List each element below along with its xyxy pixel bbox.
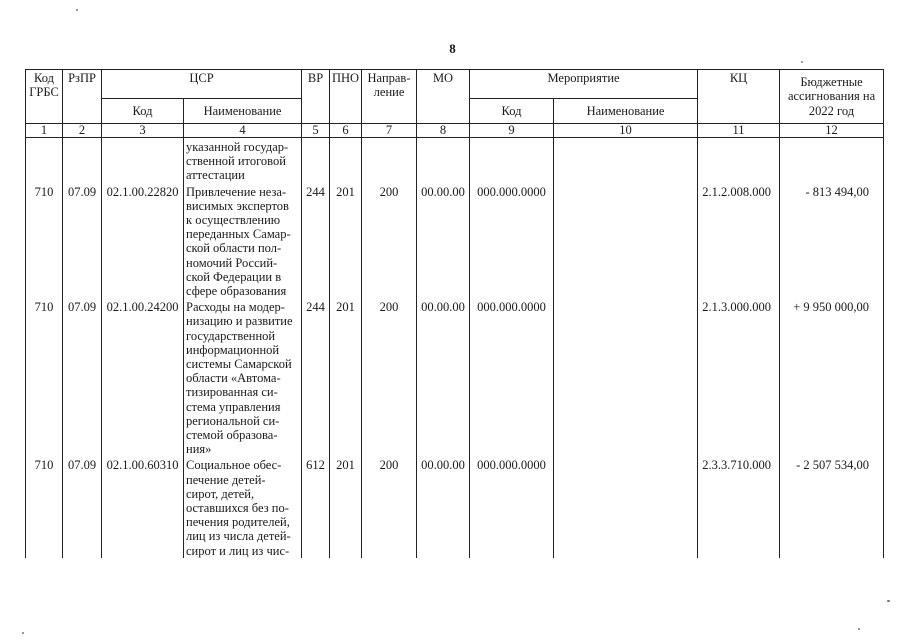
napr-cell: 200 xyxy=(362,298,417,456)
vr-cell: 612 xyxy=(302,456,330,557)
name-line: к осуществлению xyxy=(186,213,281,228)
column-number: 2 xyxy=(63,124,102,138)
rzpr-cell: 07.09 xyxy=(63,298,102,456)
name-line: указанной государ- xyxy=(186,140,289,154)
mer-name-cell xyxy=(554,298,698,456)
name-line: аттестации xyxy=(186,168,245,183)
name-line: ственной итоговой xyxy=(186,154,286,169)
header-csr-kod: Код xyxy=(102,99,184,124)
page-number: 8 xyxy=(449,41,456,56)
column-number: 12 xyxy=(780,124,884,138)
amount-cell: - 2 507 534,00 xyxy=(780,456,884,557)
header-csr: ЦСР xyxy=(102,70,302,99)
name-line: государственной xyxy=(186,328,276,343)
name-line: переданных Самар- xyxy=(186,227,291,242)
header-meropriyatie: Мероприятие xyxy=(470,70,698,99)
name-line: лиц из числа детей- xyxy=(186,529,291,544)
header-kod-grbs: Код ГРБС xyxy=(26,70,63,124)
name-line: сирот, детей, xyxy=(186,486,255,501)
vr-cell: 244 xyxy=(302,298,330,456)
table-row xyxy=(26,183,884,299)
napr-cell: 200 xyxy=(362,456,417,557)
mer-code-cell: 000.000.0000 xyxy=(470,298,554,456)
header-rzpr: РзПР xyxy=(63,70,102,124)
continuation-name xyxy=(184,138,302,183)
column-number: 10 xyxy=(554,124,698,138)
name-line: сфере образования xyxy=(186,284,287,299)
name-line: номочий Россий- xyxy=(186,255,278,270)
name-line: сирот и лиц из чис- xyxy=(186,543,290,558)
name-line: ния» xyxy=(186,442,212,457)
amount-cell: + 9 950 000,00 xyxy=(780,298,884,456)
name-line: стема управления xyxy=(186,399,281,414)
header-vr: ВР xyxy=(302,70,330,124)
header-napravlenie: Направ-ление xyxy=(362,70,417,124)
csr-name-cell xyxy=(184,298,302,456)
column-number: 1 xyxy=(26,124,63,138)
scan-speck xyxy=(22,632,24,634)
kc-cell: 2.3.3.710.000 xyxy=(698,456,780,557)
header-pno: ПНО xyxy=(330,70,362,124)
scan-speck xyxy=(887,600,890,602)
name-line: низацию и развитие xyxy=(186,314,293,329)
name-line: области «Автома- xyxy=(186,371,281,386)
name-line: ской Федерации в xyxy=(186,269,282,284)
csr-code-cell: 02.1.00.24200 xyxy=(102,298,184,456)
header-mer-naim: Наименование xyxy=(554,99,698,124)
name-line: Социальное обес- xyxy=(186,458,282,473)
mo-cell: 00.00.00 xyxy=(417,298,470,456)
pno-cell: 201 xyxy=(330,183,362,299)
rzpr-cell: 07.09 xyxy=(63,183,102,299)
header-csr-naim: Наименование xyxy=(184,99,302,124)
name-line: печение детей- xyxy=(186,472,266,487)
grbs-cell: 710 xyxy=(26,298,63,456)
name-line: стемой образова- xyxy=(186,428,278,443)
grbs-cell: 710 xyxy=(26,456,63,557)
header-mer-kod: Код xyxy=(470,99,554,124)
header-budget: Бюджетные ассигнования на 2022 год xyxy=(780,70,884,124)
header-mo: МО xyxy=(417,70,470,124)
column-number: 6 xyxy=(330,124,362,138)
name-line: системы Самарской xyxy=(186,357,292,372)
csr-code-cell: 02.1.00.22820 xyxy=(102,183,184,299)
mo-cell: 00.00.00 xyxy=(417,456,470,557)
amount-cell: - 813 494,00 xyxy=(780,183,884,299)
vr-cell: 244 xyxy=(302,183,330,299)
mer-name-cell xyxy=(554,456,698,557)
grbs-cell: 710 xyxy=(26,183,63,299)
name-line: Расходы на модер- xyxy=(186,300,285,315)
pno-cell: 201 xyxy=(330,456,362,557)
column-number: 8 xyxy=(417,124,470,138)
name-line: Привлечение неза- xyxy=(186,184,287,199)
kc-cell: 2.1.2.008.000 xyxy=(698,183,780,299)
mo-cell: 00.00.00 xyxy=(417,183,470,299)
name-line: висимых экспертов xyxy=(186,198,289,213)
csr-code-cell: 02.1.00.60310 xyxy=(102,456,184,557)
name-line: ской области пол- xyxy=(186,241,282,256)
column-number: 3 xyxy=(102,124,184,138)
column-number: 9 xyxy=(470,124,554,138)
scan-speck xyxy=(801,61,803,63)
name-line: информационной xyxy=(186,342,280,357)
budget-table xyxy=(25,69,884,558)
table-row xyxy=(26,456,884,557)
csr-name-cell xyxy=(184,456,302,557)
name-line: тизированная си- xyxy=(186,385,278,400)
kc-cell: 2.1.3.000.000 xyxy=(698,298,780,456)
column-number: 5 xyxy=(302,124,330,138)
column-number: 11 xyxy=(698,124,780,138)
scan-speck xyxy=(76,9,78,11)
rzpr-cell: 07.09 xyxy=(63,456,102,557)
scan-speck xyxy=(858,628,860,630)
name-line: печения родителей, xyxy=(186,515,290,530)
mer-code-cell: 000.000.0000 xyxy=(470,456,554,557)
pno-cell: 201 xyxy=(330,298,362,456)
name-line: оставшихся без по- xyxy=(186,501,289,516)
table-row xyxy=(26,298,884,456)
name-line: региональной си- xyxy=(186,413,280,428)
mer-code-cell: 000.000.0000 xyxy=(470,183,554,299)
column-number: 7 xyxy=(362,124,417,138)
csr-name-cell xyxy=(184,183,302,299)
napr-cell: 200 xyxy=(362,183,417,299)
column-number: 4 xyxy=(184,124,302,138)
header-kc: КЦ xyxy=(698,70,780,124)
table-row-continuation xyxy=(26,138,884,183)
mer-name-cell xyxy=(554,183,698,299)
